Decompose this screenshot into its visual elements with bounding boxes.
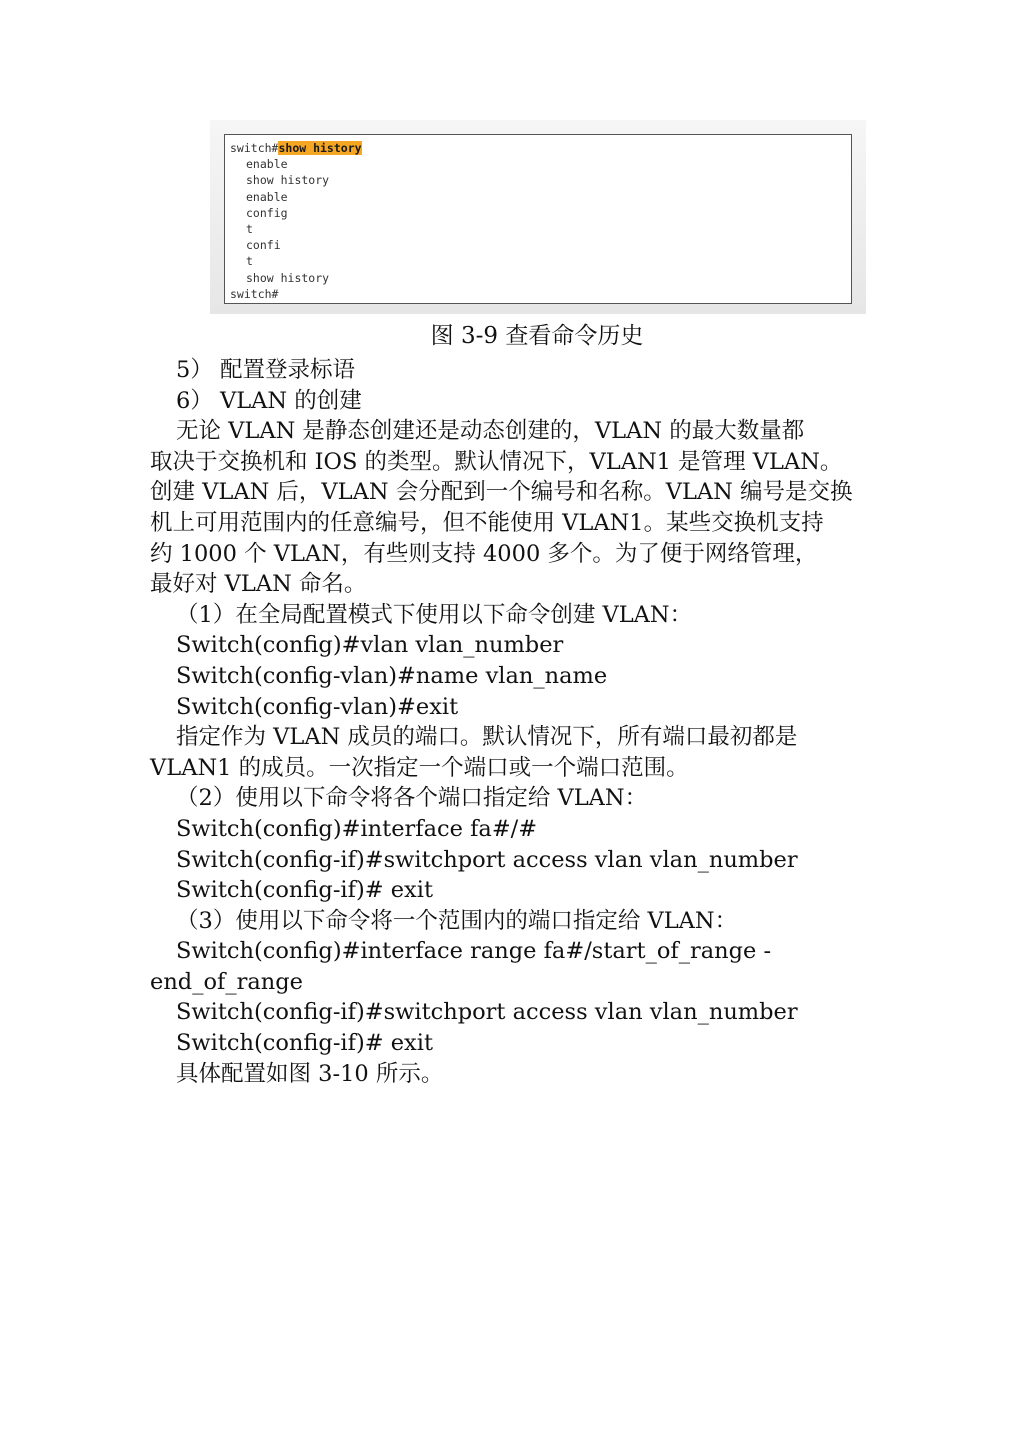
step-heading: （2）使用以下命令将各个端口指定给 VLAN： bbox=[176, 785, 648, 812]
figure-3-9 bbox=[210, 120, 866, 314]
command-line: Switch(config-if)#switchport access vlan vlan_number bbox=[176, 846, 798, 873]
command-line: Switch(config)#vlan vlan_number bbox=[176, 632, 564, 659]
terminal-window bbox=[224, 134, 852, 304]
terminal-end-prompt: switch# bbox=[230, 286, 279, 301]
paragraph-line: 创建 VLAN 后，VLAN 会分配到一个编号和名称。VLAN 编号是交换 bbox=[150, 479, 853, 506]
command-line: Switch(config)#interface fa#/# bbox=[176, 815, 538, 842]
terminal-line: enable bbox=[246, 157, 288, 172]
terminal-line: t bbox=[246, 254, 253, 269]
paragraph-line: 无论 VLAN 是静态创建还是动态创建的，VLAN 的最大数量都 bbox=[176, 418, 805, 445]
command-line: Switch(config-if)# exit bbox=[176, 1030, 433, 1057]
command-line: Switch(config-if)# exit bbox=[176, 877, 433, 904]
terminal-line: show history bbox=[246, 270, 330, 285]
terminal-line: show history bbox=[246, 173, 330, 188]
highlighted-command: show history bbox=[278, 141, 362, 155]
terminal-line: t bbox=[246, 221, 253, 236]
command-line: Switch(config-vlan)#name vlan_name bbox=[176, 662, 608, 689]
figure-caption: 图 3-9 查看命令历史 bbox=[430, 323, 644, 349]
paragraph-line: 取决于交换机和 IOS 的类型。默认情况下，VLAN1 是管理 VLAN。 bbox=[150, 448, 843, 475]
paragraph-line: 指定作为 VLAN 成员的端口。默认情况下，所有端口最初都是 bbox=[176, 724, 798, 751]
paragraph-line: 机上可用范围内的任意编号，但不能使用 VLAN1。某些交换机支持 bbox=[150, 509, 824, 536]
terminal-line: config bbox=[246, 205, 288, 220]
section-heading: 6） VLAN 的创建 bbox=[176, 387, 362, 414]
command-line: Switch(config)#interface range fa#/start_of_range - bbox=[176, 938, 772, 965]
paragraph-line: VLAN1 的成员。一次指定一个端口或一个端口范围。 bbox=[150, 754, 689, 781]
step-heading: （1）在全局配置模式下使用以下命令创建 VLAN： bbox=[176, 601, 693, 628]
command-line: Switch(config-vlan)#exit bbox=[176, 693, 459, 720]
command-line: end_of_range bbox=[150, 968, 303, 995]
terminal-command-line bbox=[230, 140, 851, 156]
step-heading: （3）使用以下命令将一个范围内的端口指定给 VLAN： bbox=[176, 907, 738, 934]
paragraph-line: 约 1000 个 VLAN，有些则支持 4000 多个。为了便于网络管理， bbox=[150, 540, 818, 567]
paragraph-line: 具体配置如图 3-10 所示。 bbox=[176, 1060, 444, 1087]
paragraph-line: 最好对 VLAN 命名。 bbox=[150, 571, 367, 598]
command-line: Switch(config-if)#switchport access vlan vlan_number bbox=[176, 999, 798, 1026]
document-body bbox=[150, 355, 950, 1089]
terminal-line: enable bbox=[246, 189, 288, 204]
terminal-prompt: switch# bbox=[230, 141, 279, 155]
terminal-line: confi bbox=[246, 238, 281, 253]
section-heading: 5） 配置登录标语 bbox=[176, 357, 355, 383]
